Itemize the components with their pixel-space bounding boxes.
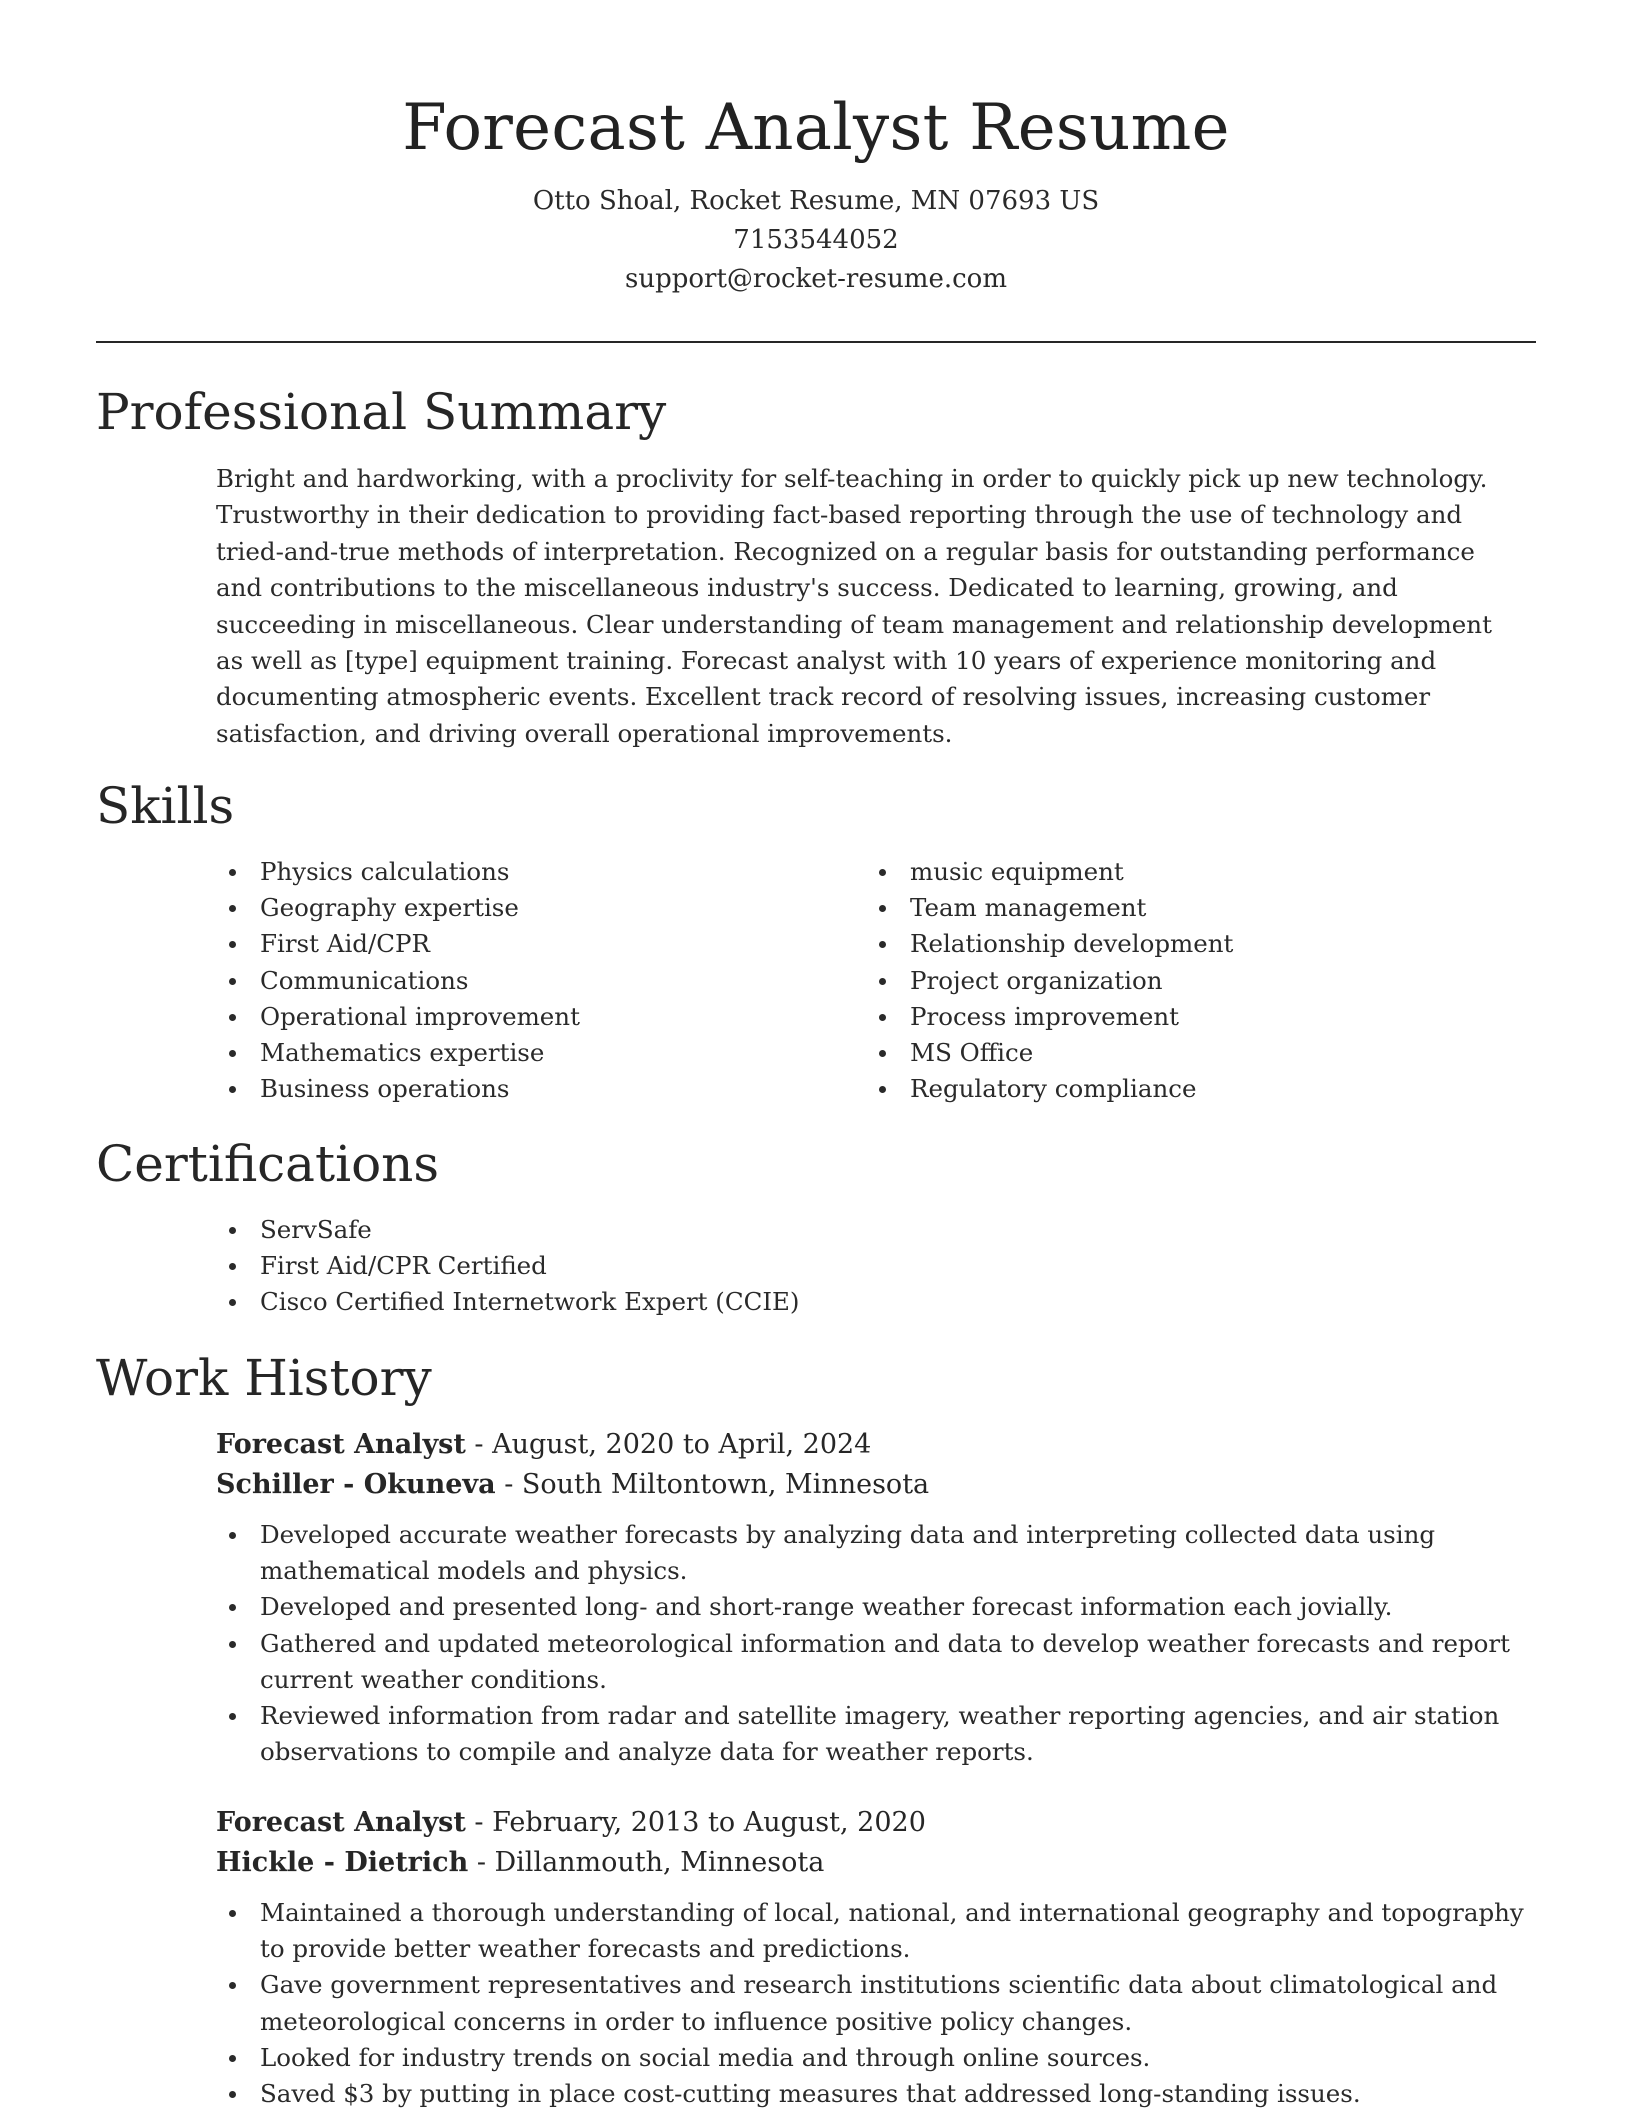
- job-dates: - August, 2020 to April, 2024: [465, 1429, 872, 1460]
- contact-email: support@rocket-resume.com: [624, 264, 1007, 294]
- skills-heading: Skills: [96, 777, 235, 835]
- contact-block: [0, 182, 1632, 299]
- job-bullet: Looked for industry trends on social media and through online sources.: [216, 2040, 1546, 2076]
- job-bullet: Developed accurate weather forecasts by analyzing data and interpreting collected data using mathematical models and physics.: [216, 1517, 1546, 1589]
- job-company-line: [216, 1843, 1546, 1883]
- job-bullets: [216, 1517, 1546, 1770]
- skill-item: Business operations: [216, 1071, 836, 1107]
- header-divider: [96, 341, 1536, 343]
- certifications-list: [216, 1212, 1516, 1321]
- skill-item: Communications: [216, 963, 836, 999]
- skills-list-left: [216, 854, 836, 1107]
- job-title: Forecast Analyst: [216, 1807, 466, 1838]
- skill-item: Physics calculations: [216, 854, 836, 890]
- job-title-line: [216, 1803, 1546, 1843]
- skill-item: MS Office: [866, 1035, 1486, 1071]
- skill-item: Operational improvement: [216, 999, 836, 1035]
- job-bullet: Developed and presented long- and short-range weather forecast information each jovially.: [216, 1589, 1546, 1625]
- job-bullet: Saved $3 by putting in place cost-cutting measures that addressed long-standing issues.: [216, 2076, 1546, 2112]
- skills-list-right: [866, 854, 1486, 1107]
- certification-item: First Aid/CPR Certified: [216, 1248, 1516, 1284]
- skill-item: Regulatory compliance: [866, 1071, 1486, 1107]
- job-bullets: [216, 1895, 1546, 2112]
- job-title: Forecast Analyst: [216, 1429, 466, 1460]
- job-location: - South Miltontown, Minnesota: [495, 1469, 930, 1500]
- job-bullet: Gave government representatives and research institutions scientific data about climatological and meteorological concerns in order to influence positive policy changes.: [216, 1967, 1546, 2039]
- document-title: Forecast Analyst Resume: [402, 91, 1230, 165]
- job-company: Schiller - Okuneva: [216, 1469, 496, 1500]
- resume-header: [0, 0, 1632, 299]
- certification-item: ServSafe: [216, 1212, 1516, 1248]
- contact-phone: 7153544052: [733, 225, 899, 255]
- summary-text: Bright and hardworking, with a proclivity for self-teaching in order to quickly pick up new technology. Trustworthy in their dedication to providing fact-based reporting through the use of technology and tried-and-true methods of interpretation. Recognized on a regular basis for outstanding performance and contributions to the miscellaneous industry's success. Dedicated to learning, growing, and succeeding in miscellaneous. Clear understanding of team management and relationship development as well as [type] equipment training. Forecast analyst with 10 years of experience monitoring and documenting atmospheric events. Excellent track record of resolving issues, increasing customer satisfaction, and driving overall operational improvements.: [216, 464, 1492, 748]
- skill-item: First Aid/CPR: [216, 926, 836, 962]
- job-location: - Dillanmouth, Minnesota: [468, 1847, 825, 1878]
- skill-item: music equipment: [866, 854, 1486, 890]
- job-entry: [216, 1803, 1546, 2112]
- job-bullet: Maintained a thorough understanding of local, national, and international geography and topography to provide better weather forecasts and predictions.: [216, 1895, 1546, 1967]
- summary-heading: Professional Summary: [96, 383, 667, 441]
- certifications-heading: Certifications: [96, 1135, 440, 1193]
- job-company-line: [216, 1465, 1546, 1505]
- skill-item: Team management: [866, 890, 1486, 926]
- certification-item: Cisco Certified Internetwork Expert (CCIE): [216, 1284, 1516, 1320]
- job-dates: - February, 2013 to August, 2020: [465, 1807, 926, 1838]
- job-entry: [216, 1425, 1546, 1770]
- skill-item: Process improvement: [866, 999, 1486, 1035]
- work-history-heading: Work History: [96, 1349, 432, 1407]
- job-company: Hickle - Dietrich: [216, 1847, 469, 1878]
- skill-item: Geography expertise: [216, 890, 836, 926]
- job-bullet: Gathered and updated meteorological information and data to develop weather forecasts and report current weather conditions.: [216, 1626, 1546, 1698]
- skill-item: Mathematics expertise: [216, 1035, 836, 1071]
- skill-item: Project organization: [866, 963, 1486, 999]
- contact-address: Otto Shoal, Rocket Resume, MN 07693 US: [532, 186, 1100, 216]
- job-title-line: [216, 1425, 1546, 1465]
- job-bullet: Reviewed information from radar and satellite imagery, weather reporting agencies, and air station observations to compile and analyze data for weather reports.: [216, 1698, 1546, 1770]
- skill-item: Relationship development: [866, 926, 1486, 962]
